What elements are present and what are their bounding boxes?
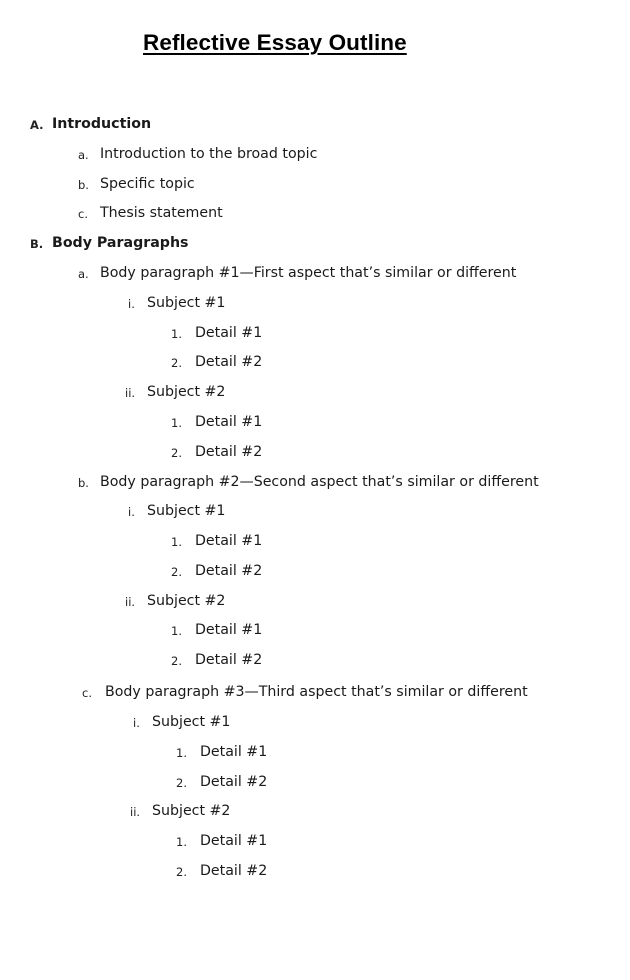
detail-marker: 2. [176, 776, 187, 790]
item-label: Body paragraph #3—Third aspect that’s similar or different [105, 684, 528, 700]
detail-label: Detail #2 [195, 444, 263, 460]
subject-label: Subject #1 [152, 714, 231, 730]
item-label: Thesis statement [100, 205, 223, 221]
detail-marker: 1. [171, 624, 182, 638]
item-label: Body paragraph #1—First aspect that’s similar or different [100, 265, 517, 281]
detail-label: Detail #1 [195, 533, 263, 549]
subject-marker: i. [128, 297, 135, 311]
detail-marker: 1. [171, 416, 182, 430]
detail-label: Detail #1 [195, 325, 263, 341]
section-marker: A. [30, 118, 44, 132]
item-marker: b. [78, 178, 89, 192]
detail-label: Detail #2 [195, 563, 263, 579]
subject-marker: i. [128, 505, 135, 519]
section-marker: B. [30, 237, 44, 251]
detail-marker: 2. [171, 446, 182, 460]
section-label: Body Paragraphs [52, 235, 189, 251]
subject-label: Subject #2 [152, 803, 231, 819]
detail-marker: 1. [176, 746, 187, 760]
subject-label: Subject #2 [147, 384, 226, 400]
detail-label: Detail #1 [195, 622, 263, 638]
item-marker: c. [82, 686, 92, 700]
detail-marker: 2. [171, 654, 182, 668]
item-marker: a. [78, 148, 89, 162]
detail-marker: 1. [171, 327, 182, 341]
item-label: Specific topic [100, 176, 195, 192]
subject-label: Subject #1 [147, 295, 226, 311]
detail-label: Detail #1 [200, 833, 268, 849]
subject-marker: ii. [125, 595, 136, 609]
page-title: Reflective Essay Outline [143, 30, 407, 55]
detail-label: Detail #2 [195, 354, 263, 370]
detail-marker: 1. [171, 535, 182, 549]
detail-label: Detail #2 [200, 774, 268, 790]
item-label: Body paragraph #2—Second aspect that’s similar or different [100, 474, 539, 490]
detail-label: Detail #1 [200, 744, 268, 760]
detail-marker: 2. [171, 356, 182, 370]
item-label: Introduction to the broad topic [100, 146, 318, 162]
detail-label: Detail #2 [195, 652, 263, 668]
subject-marker: ii. [130, 805, 141, 819]
subject-marker: ii. [125, 386, 136, 400]
detail-label: Detail #2 [200, 863, 268, 879]
subject-label: Subject #2 [147, 593, 226, 609]
subject-marker: i. [133, 716, 140, 730]
subject-label: Subject #1 [147, 503, 226, 519]
item-marker: a. [78, 267, 89, 281]
item-marker: b. [78, 476, 89, 490]
detail-marker: 1. [176, 835, 187, 849]
detail-label: Detail #1 [195, 414, 263, 430]
section-label: Introduction [52, 116, 152, 132]
detail-marker: 2. [176, 865, 187, 879]
item-marker: c. [78, 207, 88, 221]
detail-marker: 2. [171, 565, 182, 579]
